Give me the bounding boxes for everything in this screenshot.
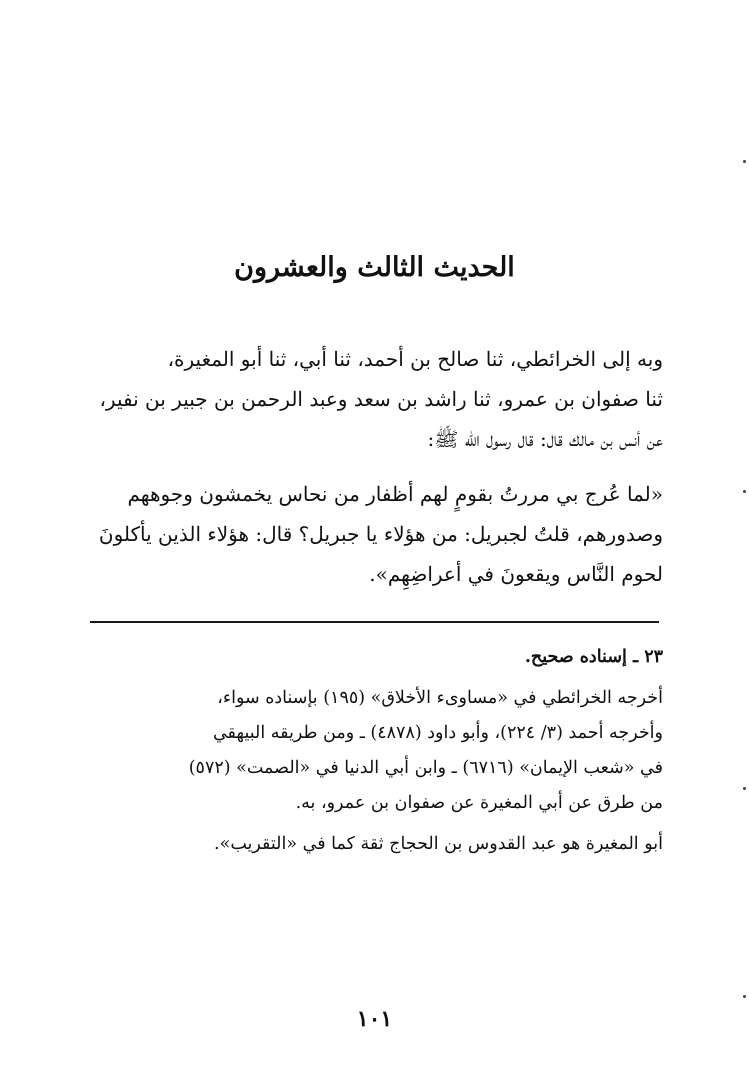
scan-edge-mark bbox=[743, 490, 746, 493]
hadith-text bbox=[84, 474, 663, 594]
hadith-line: «لما عُرج بي مررتُ بقومٍ لهم أظفار من نحاس يخمشون وجوههم bbox=[127, 482, 663, 506]
footnote-section bbox=[84, 640, 663, 862]
footnote-number-line: ٢٣ ـ إسناده صحيح. bbox=[524, 647, 663, 667]
hadith-line: لحوم النَّاس ويقعونَ في أعراضِهِم». bbox=[369, 562, 663, 586]
scan-edge-mark bbox=[743, 787, 746, 790]
footnote-line: في «شعب الإيمان» (٦٧١٦) ـ وابن أبي الدنيا في «الصمت» (٥٧٢) bbox=[188, 758, 663, 778]
footnote-last-line: أبو المغيرة هو عبد القدوس بن الحجاج ثقة كما في «التقريب». bbox=[214, 834, 663, 854]
page-number: ١٠١ bbox=[356, 1006, 393, 1032]
hadith-line: وصدورهم، قلتُ لجبريل: من هؤلاء يا جبريل؟ قال: هؤلاء الذين يأكلونَ bbox=[98, 522, 663, 546]
hadith-heading: الحديث الثالث والعشرون bbox=[234, 252, 515, 283]
footnote-line: من طرق عن أبي المغيرة عن صفوان بن عمرو، به. bbox=[295, 793, 663, 813]
footnote-line: أخرجه الخرائطي في «مساوىء الأخلاق» (١٩٥) بإسناده سواء، bbox=[217, 688, 663, 708]
footnote-line: وأخرجه أحمد (٣/ ٢٢٤)، وأبو داود (٤٨٧٨) ـ ومن طريقه البيهقي bbox=[212, 723, 663, 743]
isnad-paragraph bbox=[84, 339, 663, 459]
footnote-divider bbox=[90, 621, 659, 623]
scan-edge-mark bbox=[743, 160, 746, 163]
isnad-line: ثنا صفوان بن عمرو، ثنا راشد بن سعد وعبد الرحمن بن جبير بن نفير، bbox=[99, 387, 663, 411]
isnad-line: عن أنس بن مالك قال: قال رسول الله ﷺ: bbox=[427, 427, 663, 451]
scan-edge-mark bbox=[743, 995, 746, 998]
isnad-line: وبه إلى الخرائطي، ثنا صالح بن أحمد، ثنا أبي، ثنا أبو المغيرة، bbox=[167, 347, 663, 371]
